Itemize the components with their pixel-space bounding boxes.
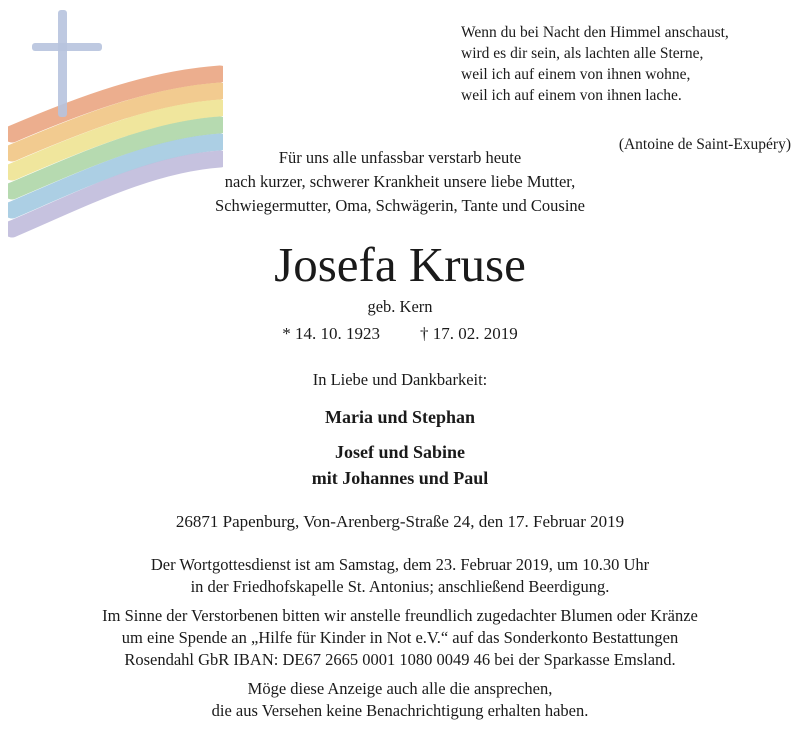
- donation-line: Rosendahl GbR IBAN: DE67 2665 0001 1080 0049 46 bei der Sparkasse Emsland.: [124, 650, 676, 669]
- poem-line: wird es dir sein, als lachten alle Sterne,: [461, 45, 704, 62]
- donation-request: [0, 605, 800, 671]
- mourner-line: Josef und Sabine: [334, 442, 466, 462]
- poem-line: weil ich auf einem von ihnen wohne,: [461, 66, 691, 83]
- service-line: in der Friedhofskapelle St. Antonius; anschließend Beerdigung.: [190, 577, 610, 596]
- donation-line: Im Sinne der Verstorbenen bitten wir anstelle freundlich zugedachter Blumen oder Kränze: [102, 606, 698, 625]
- mourner-line: Maria und Stephan: [324, 407, 476, 427]
- intro-line: Für uns alle unfassbar verstarb heute: [278, 148, 522, 167]
- announcement-intro: [100, 146, 700, 218]
- birth-date: * 14. 10. 1923: [282, 324, 380, 343]
- poem-quote: [461, 22, 791, 153]
- closing-line: die aus Versehen keine Benachrichtigung erhalten haben.: [211, 701, 589, 720]
- birth-name: geb. Kern: [367, 297, 433, 316]
- service-line: Der Wortgottesdienst ist am Samstag, dem 23. Februar 2019, um 10.30 Uhr: [150, 555, 650, 574]
- death-date: † 17. 02. 2019: [420, 324, 518, 343]
- cross-rainbow-icon: [8, 8, 223, 258]
- poem-line: Wenn du bei Nacht den Himmel anschaust,: [461, 24, 729, 41]
- intro-line: Schwiegermutter, Oma, Schwägerin, Tante und Cousine: [215, 196, 585, 215]
- donation-line: um eine Spende an „Hilfe für Kinder in Not e.V.“ auf das Sonderkonto Bestattungen: [121, 628, 679, 647]
- life-dates: [0, 322, 800, 346]
- mourner-line: mit Johannes und Paul: [311, 468, 489, 488]
- closing-note: [0, 678, 800, 722]
- place-and-date: 26871 Papenburg, Von-Arenberg-Straße 24, den 17. Februar 2019: [175, 512, 625, 531]
- poem-source: (Antoine de Saint-Exupéry): [618, 136, 791, 153]
- intro-line: nach kurzer, schwerer Krankheit unsere liebe Mutter,: [224, 172, 576, 191]
- mourners-heading: In Liebe und Dankbarkeit:: [312, 370, 488, 389]
- closing-line: Möge diese Anzeige auch alle die ansprechen,: [247, 679, 553, 698]
- deceased-name: Josefa Kruse: [274, 237, 526, 292]
- poem-line: weil ich auf einem von ihnen lache.: [461, 87, 682, 104]
- service-info: [0, 554, 800, 598]
